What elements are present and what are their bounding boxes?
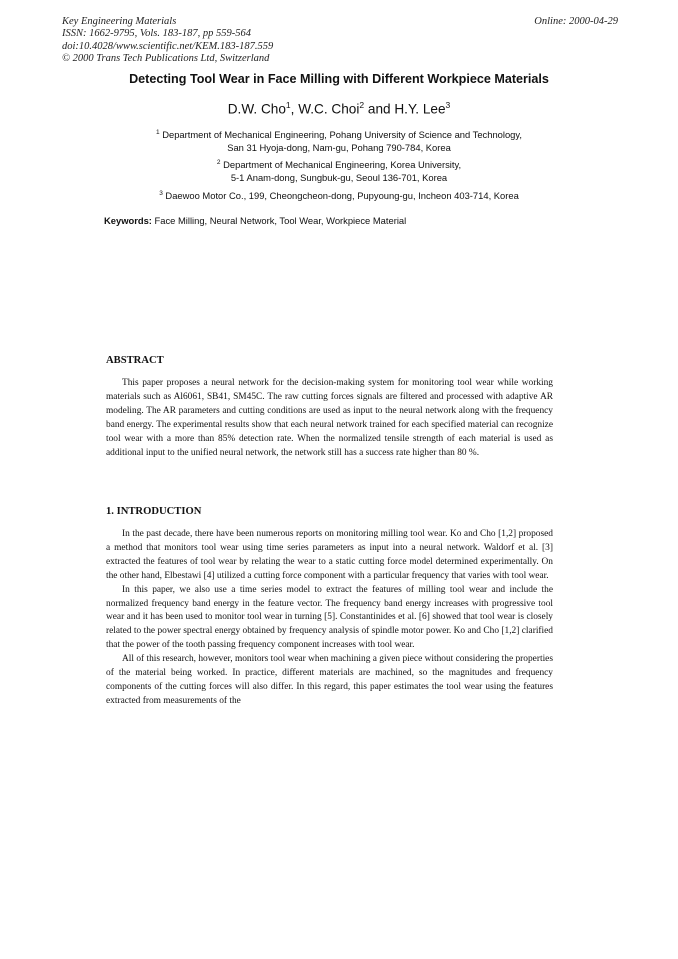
author-affil-marker: 1 [285,100,291,110]
author-separator: , [290,101,299,117]
affil-line: Daewoo Motor Co., 199, Cheongcheon-dong, Pupyoung-gu, Incheon 403-714, Korea [165,189,519,201]
intro-paragraph: In this paper, we also use a time series model to extract the features of milling tool wear and include the normalized frequency band energy in the feature vector. The frequency band energy increases with progressive tool wear and it has been used to monitor tool wear in turning [5]. Constantinides et al. [6] showed that tool wear is closely related to the power spectral energy obtained by frequency analysis of spindle motor power. Ko and Cho [1,2] clarified that the power of the tooth passing frequency component increases with tool wear. [106,584,553,651]
affil-line: 5-1 Anam-dong, Sungbuk-gu, Seoul 136-701, Korea [230,172,448,184]
affiliation-2 [0,157,678,184]
author-affil-marker: 3 [445,100,451,110]
doi-line: doi:10.4028/www.scientific.net/KEM.183-187.559 [62,40,274,52]
author-name: D.W. Cho [227,101,286,117]
affiliation-3 [0,188,678,203]
intro-paragraph: In the past decade, there have been numerous reports on monitoring milling tool wear. Ko and Cho [1,2] proposed a method that monitors tool wear using time series parameters as input into a neural network. Waldorf et al. [3] extracted the features of tool wear by relating the wear to a static cutting force model determined experimentally. On the other hand, Elbestawi [4] utilized a cutting force component with a particular frequency that varies with tool wear. [106,529,553,581]
affil-marker: 3 [159,189,163,197]
author-affil-marker: 2 [359,100,365,110]
copyright-line: © 2000 Trans Tech Publications Ltd, Switzerland [62,53,270,65]
keywords-line [104,215,406,226]
intro-paragraph: All of this research, however, monitors tool wear when machining a given piece without considering the properties of the material being worked. In practice, different materials are machined, so the magnitudes and frequency components of the cutting forces will also differ. In this regard, this paper estimates the tool wear using the features extracted from measurements of the [106,654,553,706]
issn-line: ISSN: 1662-9795, Vols. 183-187, pp 559-564 [62,28,251,40]
affil-line: Department of Mechanical Engineering, Pohang University of Science and Technology, [162,129,522,141]
author-separator: and [364,101,395,117]
affil-line: Department of Mechanical Engineering, Korea University, [223,159,462,171]
affiliation-1 [0,127,678,154]
affil-marker: 2 [216,159,221,167]
abstract-body [106,377,553,460]
affiliations [0,127,678,205]
abstract-heading: ABSTRACT [106,355,164,366]
keywords-label: Keywords: [104,215,152,226]
introduction-body [106,528,553,709]
paper-title: Detecting Tool Wear in Face Milling with Different Workpiece Materials [129,72,549,86]
keywords-text: Face Milling, Neural Network, Tool Wear, Workpiece Material [154,215,407,226]
affil-line: San 31 Hyoja-dong, Nam-gu, Pohang 790-784, Korea [227,141,451,153]
author-list [0,100,678,117]
author-name: W.C. Choi [298,101,360,117]
introduction-heading: 1. INTRODUCTION [106,506,202,517]
affil-marker: 1 [156,129,160,136]
journal-name: Key Engineering Materials [62,16,177,27]
abstract-paragraph: This paper proposes a neural network for the decision-making system for monitoring tool wear while working materials such as Al6061, SB41, SM45C. The raw cutting forces signals are filtered and processed with adaptive AR modeling. The AR parameters and cutting conditions are used as input to the neural network along with the frequency band energy. The experimental results show that each neural network trained for each specified material can recognize tool wear with a more than 85% detection rate. When the normalized tensile strength of each material is used as additional input to the unified neural network, the network still has a success rate higher than 80 %. [106,378,553,458]
author-name: H.Y. Lee [394,101,446,117]
journal-header [62,16,618,66]
online-date: Online: 2000-04-29 [534,16,618,27]
